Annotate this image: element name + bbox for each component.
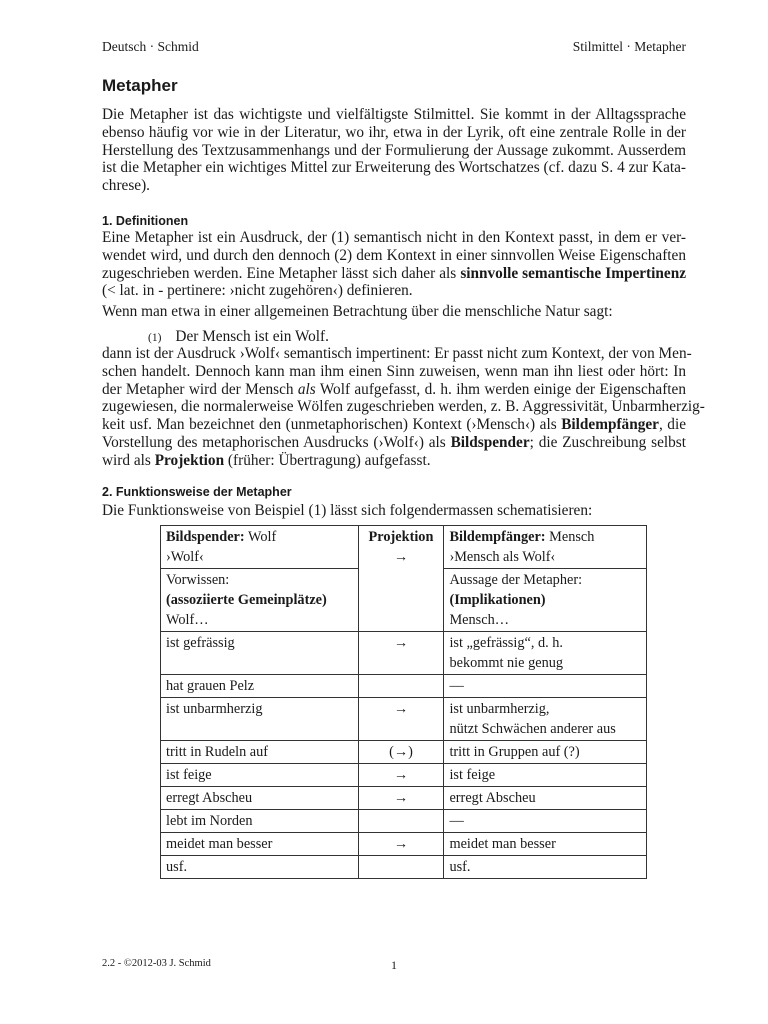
page-title: Metapher bbox=[102, 76, 178, 95]
target-expression: ›Mensch als Wolf‹ bbox=[449, 549, 556, 565]
header-right: Stilmittel · Metapher bbox=[572, 39, 686, 54]
target-cell bbox=[444, 698, 647, 741]
text-line bbox=[102, 452, 686, 470]
section-heading-function: 2. Funktionsweise der Metapher bbox=[102, 485, 292, 499]
text-line bbox=[102, 303, 686, 321]
table-row bbox=[161, 741, 647, 764]
header-left: Deutsch · Schmid bbox=[102, 39, 199, 54]
projection-cell bbox=[358, 856, 444, 879]
source-cell: usf. bbox=[161, 856, 359, 879]
target-text: — bbox=[449, 813, 464, 829]
source-cell: tritt in Rudeln auf bbox=[161, 741, 359, 764]
text-line bbox=[102, 142, 686, 160]
explanation-paragraph bbox=[102, 345, 705, 470]
text-line bbox=[102, 159, 686, 177]
schema-table bbox=[160, 525, 647, 879]
footer-copyright: 2.2 - ©2012-03 J. Schmid bbox=[102, 958, 211, 969]
target-cell bbox=[444, 787, 647, 810]
table-row bbox=[161, 810, 647, 833]
target-cell bbox=[444, 856, 647, 879]
projection-cell: → bbox=[358, 787, 444, 810]
target-cell bbox=[444, 764, 647, 787]
text-run: (< lat. in - pertinere: ›nicht zugehören‹) definieren. bbox=[102, 282, 413, 300]
bold-term: Bildempfänger bbox=[561, 416, 659, 434]
table-row bbox=[161, 833, 647, 856]
prior-knowledge-subject: Wolf… bbox=[166, 612, 209, 628]
target-cell bbox=[444, 632, 647, 675]
text-run: schen handelt. Dennoch kann man ihm einen Sinn zuweisen, wenn man ihn liest oder hört: In bbox=[102, 362, 686, 380]
source-label: Bildspender: bbox=[166, 529, 245, 545]
source-cell: lebt im Norden bbox=[161, 810, 359, 833]
statement-note: (Implikationen) bbox=[449, 592, 546, 608]
statement-label: Aussage der Metapher: bbox=[449, 572, 583, 588]
text-line bbox=[102, 282, 686, 300]
table-row bbox=[161, 675, 647, 698]
table-row bbox=[161, 698, 647, 741]
text-line bbox=[102, 229, 686, 247]
target-cell bbox=[444, 810, 647, 833]
prior-knowledge-label: Vorwissen: bbox=[166, 572, 230, 588]
text-run: Wenn man etwa in einer allgemeinen Betrachtung über die menschliche Natur sagt: bbox=[102, 303, 613, 320]
example-intro-paragraph bbox=[102, 303, 686, 321]
source-cell: hat grauen Pelz bbox=[161, 675, 359, 698]
function-paragraph bbox=[102, 502, 686, 520]
text-line bbox=[102, 265, 686, 283]
table-row bbox=[161, 764, 647, 787]
italic-term: als bbox=[297, 380, 316, 398]
text-line bbox=[102, 363, 686, 381]
text-line bbox=[102, 434, 686, 452]
source-cell: meidet man besser bbox=[161, 833, 359, 856]
text-run: Eine Metapher ist ein Ausdruck, der (1) semantisch nicht in den Kontext passt, in dem er ver- bbox=[102, 229, 686, 246]
text-run: ist die Metapher ein wichtiges Mittel zur Erweiterung des Wortschatzes (cf. dazu S. 4 zur Kata- bbox=[102, 159, 686, 177]
text-line bbox=[102, 106, 686, 124]
source-cell: ist unbarmherzig bbox=[161, 698, 359, 741]
example-text: Der Mensch ist ein Wolf. bbox=[175, 328, 329, 345]
source-cell: erregt Abscheu bbox=[161, 787, 359, 810]
target-text-2: nützt Schwächen anderer aus bbox=[449, 721, 616, 737]
projection-cell bbox=[358, 810, 444, 833]
projection-label: Projektion bbox=[368, 529, 434, 545]
text-line bbox=[102, 416, 686, 434]
target-text: usf. bbox=[449, 859, 471, 875]
definition-paragraph bbox=[102, 229, 686, 300]
text-run: dann ist der Ausdruck ›Wolf‹ semantisch impertinent: Er passt nicht zum Kontext, der von Men- bbox=[102, 345, 692, 362]
intro-paragraph bbox=[102, 106, 686, 195]
text-run: der Metapher wird der Mensch bbox=[102, 380, 298, 398]
projection-cell: → bbox=[358, 764, 444, 787]
target-cell bbox=[444, 833, 647, 856]
target-value: Mensch bbox=[545, 529, 595, 545]
text-run: (früher: Übertragung) aufgefasst. bbox=[224, 451, 431, 469]
section-heading-definitions: 1. Definitionen bbox=[102, 214, 189, 228]
source-expression: ›Wolf‹ bbox=[166, 549, 204, 565]
bold-term: Projektion bbox=[154, 451, 225, 469]
bold-term: Bildspender bbox=[450, 433, 530, 451]
example-number: (1) bbox=[148, 332, 162, 344]
text-run: wird als bbox=[102, 451, 155, 469]
projection-cell: (→) bbox=[358, 741, 444, 764]
target-text: tritt in Gruppen auf (?) bbox=[449, 744, 580, 760]
text-line bbox=[102, 502, 686, 520]
text-run: keit usf. Man bezeichnet den (unmetaphorischen) Kontext (›Mensch‹) als bbox=[102, 416, 562, 434]
statement-subject: Mensch… bbox=[449, 612, 510, 628]
text-run: Die Funktionsweise von Beispiel (1) lässt sich folgendermassen schematisieren: bbox=[102, 502, 593, 519]
target-label: Bildempfänger: bbox=[449, 529, 546, 545]
text-line bbox=[102, 398, 705, 416]
text-line bbox=[102, 345, 692, 363]
bold-term: sinnvolle semantische Impertinenz bbox=[460, 264, 686, 282]
text-run: ; die Zuschreibung selbst bbox=[529, 433, 686, 451]
target-cell bbox=[444, 741, 647, 764]
projection-cell: → bbox=[358, 632, 444, 675]
target-text: meidet man besser bbox=[449, 836, 556, 852]
page-number: 1 bbox=[391, 958, 397, 972]
example-sentence bbox=[148, 329, 329, 346]
target-text-2: bekommt nie genug bbox=[449, 655, 564, 671]
text-line bbox=[102, 177, 686, 195]
table-row bbox=[161, 787, 647, 810]
text-line bbox=[102, 247, 686, 265]
table-row bbox=[161, 632, 647, 675]
target-text: ist feige bbox=[449, 767, 496, 783]
text-line bbox=[102, 381, 686, 399]
text-run: zugewiesen, die normalerweise Wölfen zugeschrieben werden, z. B. Aggressivität, Unbarmherzig- bbox=[102, 398, 705, 416]
target-text: ist „gefrässig“, d. h. bbox=[449, 635, 564, 651]
projection-cell bbox=[358, 675, 444, 698]
target-cell bbox=[444, 675, 647, 698]
target-text: ist unbarmherzig, bbox=[449, 701, 550, 717]
text-run: ebenso häufig vor wie in der Literatur, wo ihr, etwa in der Lyrik, oft eine zentrale Rolle in der bbox=[102, 123, 686, 141]
text-run: Herstellung des Textzusammenhangs und der Formulierung der Aussage zukommt. Ausserdem bbox=[102, 141, 686, 159]
table-row bbox=[161, 856, 647, 879]
projection-cell: → bbox=[358, 833, 444, 856]
projection-cell: → bbox=[358, 698, 444, 741]
text-run: chrese). bbox=[102, 177, 150, 195]
table-header-row bbox=[161, 526, 647, 569]
text-run: zugeschrieben werden. Eine Metapher lässt sich daher als bbox=[102, 264, 461, 282]
text-run: Die Metapher ist das wichtigste und vielfältigste Stilmittel. Sie kommt in der Alltagssprache bbox=[102, 106, 686, 123]
source-cell: ist feige bbox=[161, 764, 359, 787]
arrow-icon: → bbox=[393, 549, 409, 565]
text-run: Wolf aufgefasst, d. h. ihm werden einige der Eigenschaften bbox=[315, 380, 686, 398]
text-run: , die bbox=[658, 416, 686, 434]
prior-knowledge-note: (assoziierte Gemeinplätze) bbox=[166, 592, 327, 608]
text-run: wendet wird, und durch den dennoch (2) dem Kontext in einer sinnvollen Weise Eigenschaften bbox=[102, 246, 686, 264]
text-run: Vorstellung des metaphorischen Ausdrucks (›Wolf‹) als bbox=[102, 433, 451, 451]
source-cell: ist gefrässig bbox=[161, 632, 359, 675]
source-value: Wolf bbox=[244, 529, 277, 545]
text-line bbox=[102, 124, 686, 142]
target-text: erregt Abscheu bbox=[449, 790, 536, 806]
target-text: — bbox=[449, 678, 464, 694]
